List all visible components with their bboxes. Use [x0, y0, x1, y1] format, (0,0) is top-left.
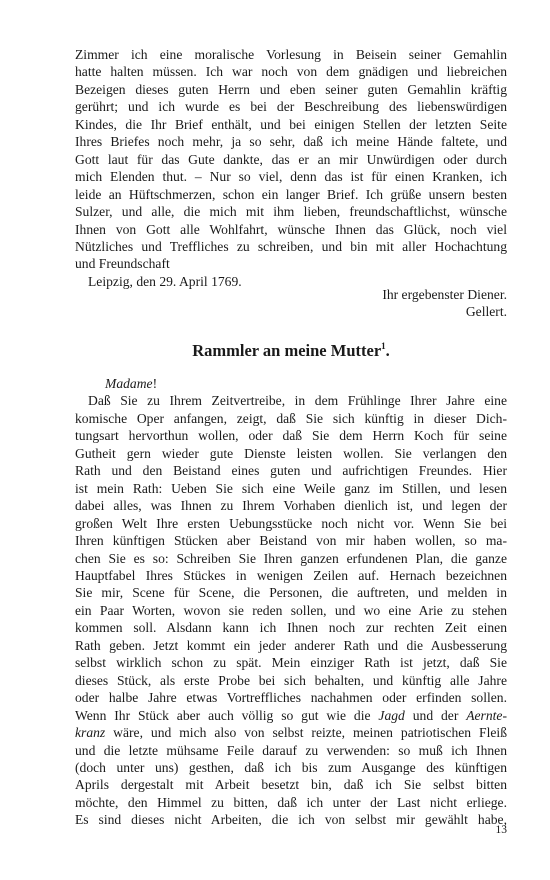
signature: Gellert. [465, 304, 507, 320]
text-line: mich Elenden thut. – Nur so viel, denn das ist für einen Kranken, ich [75, 169, 507, 185]
text-line: selbst wirklich schon zu spät. Mein einziger Rath ist jetzt, daß Sie [75, 655, 507, 671]
text-line: Rath geben. Jetzt kommt ein jeder anderer Rath und die Ausbesserung [75, 637, 507, 653]
text-line: Gott laut für das Gute dankte, das er an mir Unwürdigen oder durch [75, 151, 507, 167]
footnote-marker: 1 [381, 341, 386, 351]
text-line: tungsart hervorthun wollen, oder daß Sie dem Herrn Koch für seine [75, 428, 507, 444]
text-line: hatte halten müssen. Ich war noch von dem gnädigen und liebreichen [75, 64, 507, 80]
page-number: 13 [495, 824, 507, 836]
letter-heading [75, 340, 507, 362]
text-line: Gutheit gern wieder gute Dienste leisten wollen. Sie verlangen den [75, 445, 507, 461]
heading-period: . [385, 341, 390, 360]
text-line: großen Welt Ihre ersten Uebungsstücke noch nicht vor. Wenn Sie bei [75, 515, 507, 531]
text-line: Hauptfabel Ihres Stückes in wenigen Zeilen auf. Hernach bezeichnen [75, 567, 507, 583]
text-line: Daß Sie zu Ihrem Zeitvertreibe, in dem Frühlinge Ihrer Jahre eine [88, 393, 507, 409]
text-line: Aprils dergestalt mit Arbeit besetzt bin, daß ich Sie selbst bitten [75, 777, 507, 793]
title-aerntekranz-part1: Aernte- [466, 707, 507, 723]
text-line: Zimmer ich eine moralische Vorlesung in Beisein seiner Gemahlin [75, 47, 507, 62]
text-run: wäre, und mich also von selbst reizte, meinen patriotischen Fleiß [105, 725, 507, 741]
text-run: Wenn Ihr Stück aber auch völlig so gut wie die [75, 707, 379, 723]
text-line: chen Sie es so: Schreiben Sie Ihren ganzen erfundenen Plan, die ganze [75, 550, 507, 566]
text-line: kommen soll. Alsdann kann ich Ihnen noch zur rechten Zeit einen [75, 620, 507, 636]
text-line: gerührt; und ich wurde es bei der Beschreibung des liebenswürdigen [75, 99, 507, 115]
text-line: und die letzte mühsame Feile darauf zu verwenden: so muß ich Ihnen [75, 742, 507, 758]
text-line: Bezeigen dieses guten Herrn und eben seiner guten Gemahlin kräftig [75, 81, 507, 97]
text-line [75, 707, 507, 724]
salutation-punct: ! [152, 376, 158, 391]
title-aerntekranz-part2: kranz [75, 725, 106, 741]
text-line: leide an Hüftschmerzen, schon ein langer Brief. Ich grüße unsern besten [75, 186, 507, 202]
text-line: Nützliches und Treffliches zu schreiben, und bin mit aller Hochachtung [75, 238, 507, 254]
text-line: Ihren künftigen Stücken aber Beistand von mir haben wollen, so ma- [75, 533, 507, 549]
text-line: Sie mir, Scene für Scene, die Personen, die auftreten, und melden in [75, 585, 507, 601]
text-line: Ihnen von Gott alle Wohlfahrt, wünsche Ihnen das Glück, noch viel [75, 221, 507, 237]
text-line: möchte, den Himmel zu bitten, daß ich unter der Last nicht erliege. [75, 794, 507, 810]
text-line: ein Paar Worten, wovon sie reden sollen, und wo eine Arie zu stehen [75, 602, 507, 618]
text-line: oder halbe Jahre etwas Vortreffliches nachahmen oder erfinden sollen. [75, 690, 507, 706]
text-line: dieses Stück, als erste Probe bei sich behalten, und künftig alle Jahre [75, 672, 507, 688]
place-date: Leipzig, den 29. April 1769. [88, 273, 242, 289]
salutation [75, 375, 507, 392]
text-line: dabei alles, was Ihnen zu Ihrem Vorhaben dienlich ist, und legen der [75, 498, 507, 514]
text-line: Kindes, die Ihr Brief enthält, und bei einigen Stellen der letzten Seite [75, 116, 507, 132]
closing-phrase: Ihr ergebenster Diener. [382, 287, 507, 302]
text-line: (doch unter uns) gesthen, daß ich bis zum Ausgange des künftigen [75, 759, 507, 775]
letter-conclusion [75, 46, 507, 290]
letter-body [75, 375, 507, 829]
text-line: komische Oper anfangen, zeigt, daß Sie sich künftig in dieser Dich- [75, 410, 507, 426]
text-line: und Freundschaft [75, 256, 170, 272]
salutation-word: Madame [105, 376, 153, 391]
text-run: und der [404, 707, 467, 723]
text-line: Ihres Briefes noch mehr, ja so sehr, daß ich meine Hände faltete, und [75, 134, 507, 150]
text-line [75, 724, 507, 741]
text-line: Es sind dieses nicht Arbeiten, die ich von selbst mir gewählt habe, [75, 812, 507, 828]
title-jagd: Jagd [378, 707, 405, 723]
text-line: Sulzer, und alle, die mich mit ihm lieben, freundschaftlichst, wünsche [75, 204, 507, 220]
heading-title: Rammler an meine Mutter [192, 341, 382, 360]
text-line: Rath und den Beistand eines guten und aufrichtigen Freundes. Hier [75, 463, 507, 479]
text-line: ist mein Rath: Ueben Sie sich eine Weile ganz im Stillen, und lesen [75, 480, 507, 496]
closing-block [75, 286, 507, 321]
